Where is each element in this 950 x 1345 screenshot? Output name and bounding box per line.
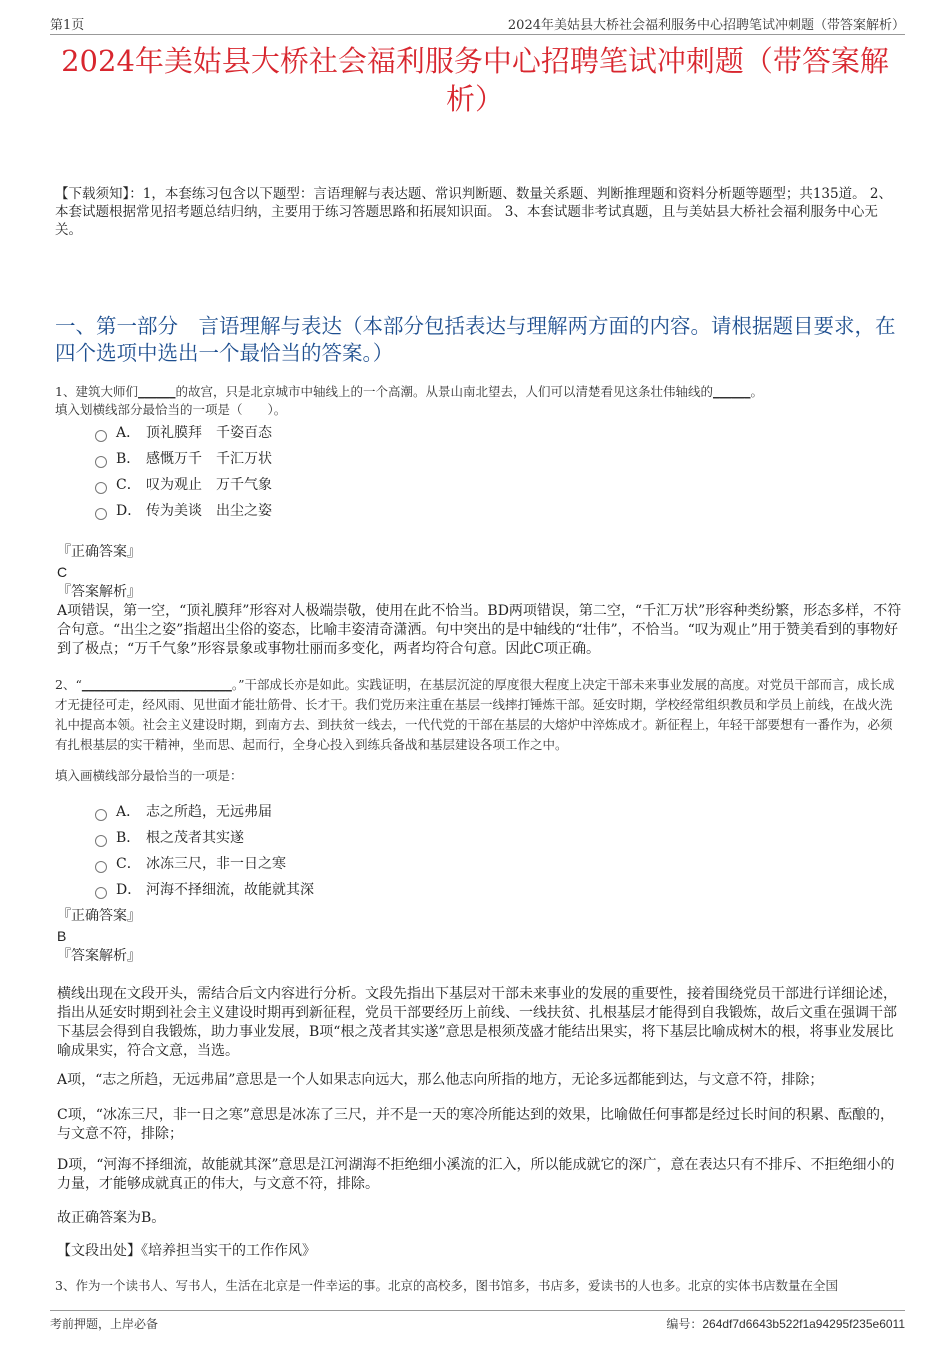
q1-analysis: A项错误，第一空，“顶礼膜拜”形容对人极端崇敬，使用在此不恰当。BD两项错误，第二空，“千汇万状”形容种类纷繁，形态多样，不符合句意。“出尘之姿”指超出尘俗的姿态，比喻丰姿清奇潇洒。句中突出的是中轴线的“壮伟”，不恰当。“叹为观止”用于赞美看到的事物好到了极点；“万千气象”形容景象或事物壮丽而多变化，两者均符合句意。因此C项正确。 (57, 603, 902, 657)
option-text: 冰冻三尺，非一日之寒 (146, 856, 286, 872)
radio-icon[interactable] (95, 861, 107, 873)
q2-option-c[interactable] (95, 851, 314, 877)
question-3-stem: 3、作为一个读书人、写书人，生活在北京是一件幸运的事。北京的高校多，图书馆多，书店多，爱读书的人也多。北京的实体书店数量在全国 (55, 1278, 838, 1293)
q2-option-b[interactable] (95, 825, 314, 851)
q1-stem-part: 的故宫，只是北京城市中轴线上的一个高潮。从景山南北望去，人们可以清楚看见这条壮伟轴线的 (175, 384, 713, 399)
footer-slogan: 考前押题，上岸必备 (50, 1317, 159, 1331)
q1-answer-block (57, 542, 900, 602)
q2-analysis-p5: 故正确答案为B。 (57, 1210, 166, 1226)
q1-blank-1: ______ (137, 384, 176, 399)
document-title: 2024年美姑县大桥社会福利服务中心招聘笔试冲刺题（带答案解析） (61, 44, 889, 116)
q2-source: 【文段出处】《培养担当实干的工作作风》 (57, 1243, 316, 1259)
radio-icon[interactable] (95, 508, 107, 520)
q1-option-a[interactable] (95, 420, 272, 446)
option-letter: A． (116, 425, 141, 441)
option-text: 传为美谈 出尘之姿 (146, 503, 272, 519)
option-letter: D． (116, 882, 142, 898)
answer-label: 『正确答案』 (57, 908, 141, 924)
q2-analysis-p3: C项，“冰冻三尺，非一日之寒”意思是冰冻了三尺，并不是一天的寒冷所能达到的效果，比喻做任何事都是经过长时间的积累、酝酿的，与文意不符，排除； (57, 1107, 895, 1142)
option-text: 叹为观止 万千气象 (146, 477, 272, 493)
footer-code (666, 1315, 905, 1332)
option-letter: B． (116, 830, 141, 846)
question-2-options (95, 799, 314, 903)
radio-icon[interactable] (95, 835, 107, 847)
q1-option-b[interactable] (95, 446, 272, 472)
radio-icon[interactable] (95, 809, 107, 821)
q1-option-c[interactable] (95, 472, 272, 498)
radio-icon[interactable] (95, 456, 107, 468)
question-1-stem (55, 383, 900, 419)
code-label: 编号： (666, 1317, 703, 1331)
q2-option-a[interactable] (95, 799, 314, 825)
question-2-stem (55, 675, 900, 755)
page-number: 第1页 (50, 18, 85, 33)
q1-option-d[interactable] (95, 498, 272, 524)
option-letter: D． (116, 503, 142, 519)
option-letter: B． (116, 451, 141, 467)
page-header (50, 12, 905, 35)
q2-stem-part: 。”干部成长亦是如此。实践证明，在基层沉淀的厚度很大程度上决定干部未来事业发展的高度。对党员干部而言，成长成才无捷径可走，经风雨、见世面才能壮筋骨、长才干。我们党历来注重在基层一线摔打锤炼干部。延安时期，学校经常组织教员和学员上前线，在战火洗礼中提高本领。社会主义建设时期，到南方去、到扶贫一线去，一代代党的干部在基层的大熔炉中淬炼成才。新征程上，年轻干部要想有一番作为，必须有扎根基层的实干精神，坐而思、起而行，全身心投入到练兵备战和基层建设各项工作之中。 (55, 677, 895, 752)
option-text: 顶礼膜拜 千姿百态 (146, 425, 272, 441)
option-text: 根之茂者其实遂 (146, 830, 244, 846)
option-text: 志之所趋，无远弗届 (146, 804, 272, 820)
option-letter: A． (116, 804, 141, 820)
q2-analysis-p4: D项，“河海不择细流，故能就其深”意思是江河湖海不拒绝细小溪流的汇入，所以能成就它的深广，意在表达只有不排斥、不拒绝细小的力量，才能够成就真正的伟大，与文意不符，排除。 (57, 1157, 895, 1192)
download-notice: 【下载须知】：1，本套练习包含以下题型：言语理解与表达题、常识判断题、数量关系题、判断推理题和资料分析题等题型；共135道。 2、本套试题根据常见招考题总结归纳，主要用于练习答题思路和拓展知识面。 3、本套试题非考试真题，且与美姑县大桥社会福利服务中心无关。 (55, 186, 892, 238)
q2-prompt: 填入画横线部分最恰当的一项是： (55, 768, 243, 783)
q1-stem-part: 。 (750, 384, 763, 399)
page-footer (50, 1310, 905, 1333)
q1-blank-2: ______ (712, 384, 751, 399)
q2-option-d[interactable] (95, 877, 314, 903)
section-heading: 一、第一部分 言语理解与表达（本部分包括表达与理解两方面的内容。请根据题目要求，在四个选项中选出一个最恰当的答案。） (55, 314, 896, 365)
analysis-label: 『答案解析』 (57, 584, 141, 600)
radio-icon[interactable] (95, 430, 107, 442)
q1-prompt: 填入划横线部分最恰当的一项是（ ）。 (55, 402, 287, 417)
option-letter: C． (116, 856, 141, 872)
q2-analysis-p2: A项，“志之所趋，无远弗届”意思是一个人如果志向远大，那么他志向所指的地方，无论多远都能到达，与文意不符，排除； (57, 1072, 824, 1088)
q1-stem-part: 1、建筑大师们 (55, 384, 138, 399)
option-text: 河海不择细流，故能就其深 (146, 882, 314, 898)
q2-answer: B (57, 928, 67, 944)
q2-blank: ________________________ (81, 677, 232, 692)
q2-analysis-p1: 横线出现在文段开头，需结合后文内容进行分析。文段先指出下基层对干部未来事业的发展的重要性，接着围绕党员干部进行详细论述，指出从延安时期到社会主义建设时期再到新征程，党员干部要经历上前线、一线扶贫、扎根基层才能得到自我锻炼，故后文重在强调干部下基层会得到自我锻炼，助力事业发展，B项“根之茂者其实遂”意思是根须茂盛才能结出果实，将下基层比喻成树木的根，将事业发展比喻成果实，符合文意，当选。 (57, 986, 897, 1059)
code-value: 264df7d6643b522f1a94295f235e6011 (702, 1317, 905, 1331)
question-1-options (95, 420, 272, 524)
option-letter: C． (116, 477, 141, 493)
q1-answer: C (57, 564, 68, 580)
analysis-label: 『答案解析』 (57, 948, 141, 964)
option-text: 感慨万千 千汇万状 (146, 451, 272, 467)
answer-label: 『正确答案』 (57, 544, 141, 560)
header-doc-title: 2024年美姑县大桥社会福利服务中心招聘笔试冲刺题（带答案解析） (507, 18, 905, 33)
radio-icon[interactable] (95, 482, 107, 494)
q2-answer-block (57, 906, 900, 966)
q2-stem-part: 2、“ (55, 677, 82, 692)
radio-icon[interactable] (95, 887, 107, 899)
